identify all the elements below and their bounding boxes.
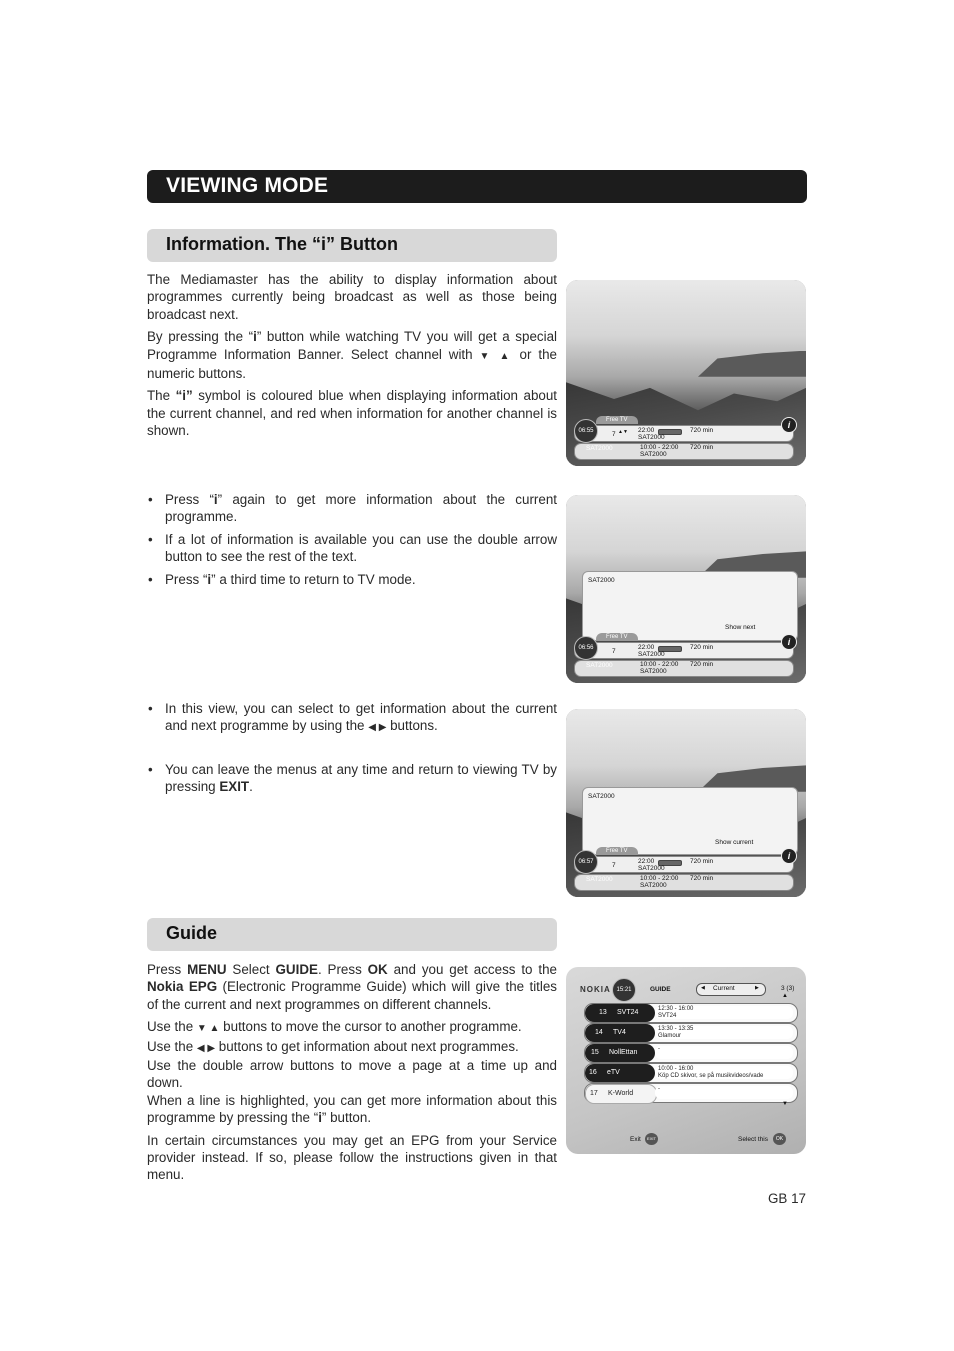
info-p2: By pressing the “i” button while watching TV you will get a special Programme Information Banner. Select channel with ▼ ▲ or the numeric buttons. [147, 329, 557, 382]
info-text-box [582, 787, 798, 855]
guide-p1: Press MENU Select GUIDE. Press OK and you get access to the Nokia EPG (Electronic Programme Guide) which will give the titles of the current and next programmes on different channels. [147, 962, 558, 1012]
guide-p2: Use the ▼ ▲ buttons to move the cursor to another programme. Use the ◀ ▶ buttons to get information about next programmes. Use the double arrow buttons to move a page at a time up and down. When a line is highlighted, you can get more information about this programme by pressing the “i” button. [147, 1019, 557, 1126]
channel-number: 7 [612, 431, 616, 438]
nokia-logo: NOKIA [580, 985, 611, 994]
down-arrow-icon: ▼ [479, 350, 493, 362]
screenshot-info-current [566, 709, 806, 897]
now-time: 22:00 [638, 644, 655, 651]
info-box-title: SAT2000 [588, 577, 615, 584]
screenshot-info-extended [566, 495, 806, 683]
row-channel: eTV [607, 1069, 620, 1076]
next-title: SAT2000 [640, 451, 667, 458]
clock-icon: 06:57 [574, 850, 598, 874]
free-tv-tag: Free TV [596, 847, 638, 855]
next-title: SAT2000 [640, 882, 667, 889]
clock-icon: 15:21 [612, 978, 636, 1002]
exit-button[interactable]: EXIT [645, 1133, 658, 1145]
row-channel: K-World [608, 1090, 634, 1097]
info-p1: The Mediamaster has the ability to display information about programmes currently being broadcast as well as those being broadcast next. [147, 272, 557, 322]
next-duration: 720 min [690, 875, 714, 882]
row-number: 15 [591, 1049, 599, 1056]
info-intro-text [147, 271, 557, 445]
bullet-item: • You can leave the menus at any time and return to viewing TV by pressing EXIT. [147, 761, 557, 796]
guide-row[interactable] [584, 1063, 798, 1083]
chevron-right-icon: ▶ [755, 985, 759, 991]
row-title: SVT24 [658, 1012, 677, 1019]
row-title: Köp CD skivor, se på musikvideos/vade [658, 1072, 764, 1079]
now-duration: 720 min [690, 644, 714, 651]
section-heading-guide [147, 918, 557, 951]
row-number: 13 [599, 1009, 607, 1016]
row-time: - [658, 1086, 660, 1092]
info-bullets-3 [147, 761, 557, 801]
now-duration: 720 min [690, 858, 714, 865]
row-number: 17 [590, 1090, 598, 1097]
info-bullets [147, 491, 557, 593]
page-banner [147, 170, 807, 203]
channel-name: SAT2000 [586, 876, 613, 883]
info-bar-now [574, 425, 794, 442]
chevron-left-icon: ◀ [701, 985, 705, 991]
scroll-down-icon[interactable]: ▼ [782, 1101, 788, 1107]
next-time: 10:00 - 22:00 [640, 444, 679, 451]
down-up-arrow-icon: ▼ ▲ [196, 1023, 220, 1035]
ok-button[interactable]: OK [773, 1133, 786, 1145]
select-label: Select this [738, 1136, 768, 1143]
guide-row[interactable] [584, 1003, 798, 1023]
free-tv-tag: Free TV [596, 416, 638, 424]
now-title: SAT2000 [638, 434, 665, 441]
channel-number: 7 [612, 648, 616, 655]
bullet-item: • If a lot of information is available you can use the double arrow button to see the rest of the text. [147, 531, 557, 566]
now-title: SAT2000 [638, 651, 665, 658]
clock-icon: 06:55 [574, 419, 598, 443]
show-next-label: Show next [725, 624, 756, 631]
screenshot-info-banner [566, 280, 806, 466]
guide-p3: In certain circumstances you may get an EPG from your Service provider instead. If so, please follow the instructions given in that menu. [147, 1132, 557, 1183]
next-title: SAT2000 [640, 668, 667, 675]
next-duration: 720 min [690, 444, 714, 451]
page-counter: 3 (3) [781, 985, 795, 992]
row-number: 14 [595, 1029, 603, 1036]
now-time: 22:00 [638, 858, 655, 865]
bullet-item: • In this view, you can select to get information about the current and next programme by using the ◀ ▶ buttons. [147, 700, 557, 737]
now-title: SAT2000 [638, 865, 665, 872]
left-right-arrow-icon: ◀ ▶ [368, 722, 387, 734]
next-time: 10:00 - 22:00 [640, 875, 679, 882]
up-arrow-icon: ▲ [499, 350, 513, 362]
info-i-icon: i [781, 848, 797, 864]
row-title: Glamour [658, 1032, 682, 1039]
info-text-box [582, 571, 798, 641]
now-duration: 720 min [690, 427, 714, 434]
screenshot-epg-guide [566, 967, 806, 1154]
page-number: GB 17 [768, 1191, 806, 1206]
section-heading-guide-text: Guide [166, 923, 218, 943]
channel-name: SAT2000 [586, 662, 613, 669]
bullet-item: • Press “i” a third time to return to TV mode. [147, 571, 557, 588]
channel-arrows-icon: ▲▼ [618, 429, 628, 435]
guide-row[interactable] [584, 1043, 798, 1063]
channel-name: SAT2000 [586, 445, 613, 452]
row-time: 12:30 - 16:00 [658, 1006, 694, 1012]
free-tv-tag: Free TV [596, 633, 638, 641]
mode-label: Current [713, 985, 735, 992]
section-heading-info [147, 229, 557, 262]
exit-label: Exit [630, 1136, 641, 1143]
row-number: 16 [589, 1069, 597, 1076]
mode-selector[interactable] [696, 983, 766, 996]
info-bullets-2 [147, 700, 557, 742]
next-time: 10:00 - 22:00 [640, 661, 679, 668]
page-title: VIEWING MODE [166, 174, 329, 197]
row-channel: NollEttan [609, 1049, 638, 1056]
row-channel: SVT24 [617, 1009, 639, 1016]
row-time: - [658, 1046, 660, 1052]
guide-text [147, 961, 557, 1189]
info-bar-now [574, 856, 794, 873]
clock-icon: 06:56 [574, 636, 598, 660]
info-box-title: SAT2000 [588, 793, 615, 800]
row-time: 13:30 - 13:35 [658, 1026, 694, 1032]
scroll-up-icon[interactable]: ▲ [782, 993, 788, 999]
row-channel: TV4 [613, 1029, 626, 1036]
info-i-icon: i [781, 417, 797, 433]
left-right-arrow-icon: ◀ ▶ [196, 1042, 216, 1054]
guide-row-highlighted[interactable] [584, 1083, 798, 1103]
info-p3: The “i” symbol is coloured blue when displaying information about the current channel, and red when information for another channel is shown. [147, 388, 558, 439]
show-current-label: Show current [715, 839, 754, 846]
guide-row[interactable] [584, 1023, 798, 1043]
channel-number: 7 [612, 862, 616, 869]
row-time: 10:00 - 16:00 [658, 1066, 694, 1072]
guide-title: GUIDE [650, 986, 671, 993]
info-i-icon: i [781, 634, 797, 650]
next-duration: 720 min [690, 661, 714, 668]
now-time: 22:00 [638, 427, 655, 434]
bullet-item: • Press “i” again to get more information about the current programme. [147, 491, 557, 526]
section-heading-info-text: Information. The “i” Button [166, 234, 398, 254]
info-bar-now [574, 642, 794, 659]
